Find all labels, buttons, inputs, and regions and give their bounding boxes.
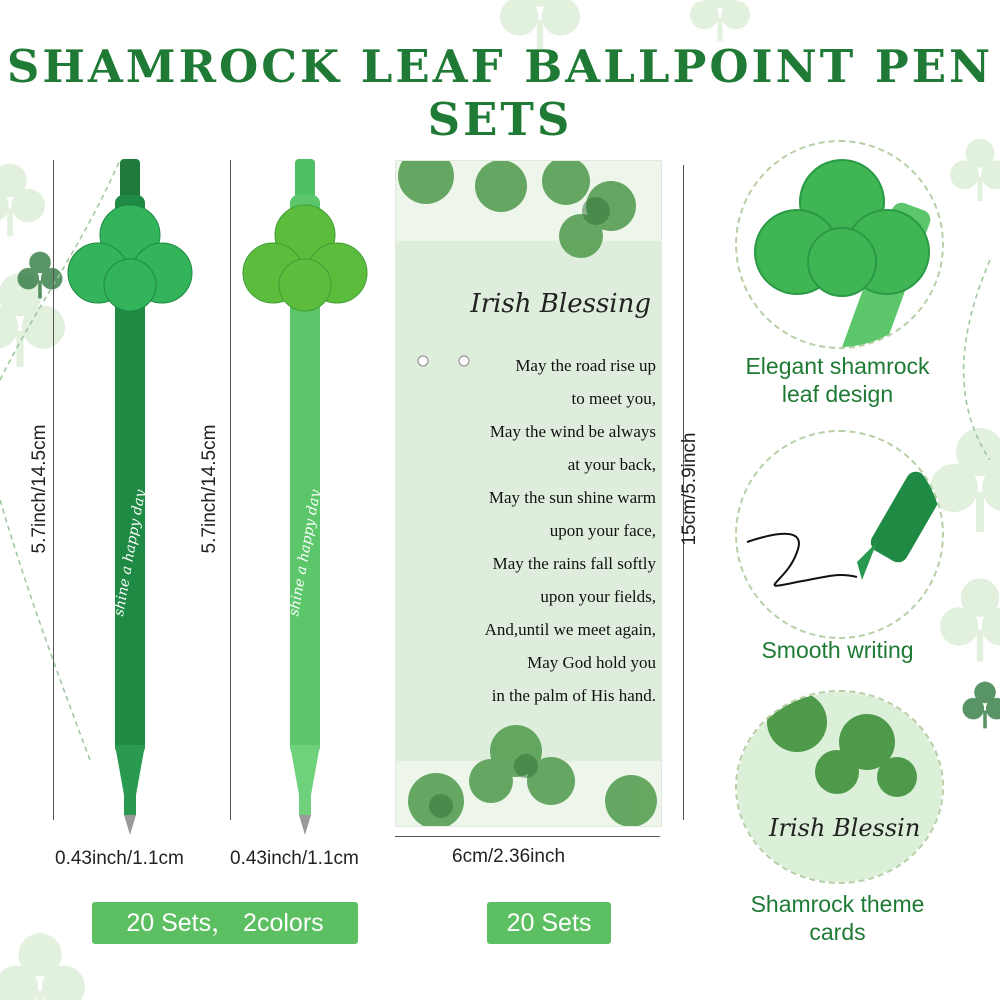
card-badge: 20 Sets <box>487 902 611 944</box>
card-width-label: 6cm/2.36inch <box>452 846 566 867</box>
poem-line: at your back, <box>567 455 656 474</box>
feature-circle-shamrock <box>735 140 944 349</box>
poem-line: May the sun shine warm <box>488 488 656 507</box>
card-width-line <box>395 836 660 837</box>
feature-circle-writing <box>735 430 944 639</box>
card-closeup-icon <box>737 692 942 882</box>
pen2-height-line <box>230 160 231 820</box>
pen1-width-label: 0.43inch/1.1cm <box>55 848 184 869</box>
poem-line: May the road rise up <box>515 356 656 375</box>
pen-dark-green <box>60 155 200 845</box>
poem-line: in the palm of His hand. <box>491 686 656 705</box>
page-title: SHAMROCK LEAF BALLPOINT PEN SETS <box>6 40 994 146</box>
feature-label-writing: Smooth writing <box>761 637 914 663</box>
pen-light-green-illustration <box>235 155 375 845</box>
feature-label-design: Elegant shamrock leaf design <box>745 353 930 407</box>
feature-circle-card <box>735 690 944 884</box>
poem-line: upon your fields, <box>540 587 656 606</box>
card-closeup-title: Irish Blessin <box>769 814 921 842</box>
poem-line: And,until we meet again, <box>484 620 656 639</box>
poem-line: May the wind be always <box>489 422 656 441</box>
poem-line: upon your face, <box>549 521 656 540</box>
pen1-height-label: 5.7inch/14.5cm <box>29 424 50 554</box>
shamrock-closeup-icon <box>737 142 942 347</box>
card-title: Irish Blessing <box>470 289 651 319</box>
pen-writing-icon <box>737 432 942 637</box>
poem-line: to meet you, <box>571 389 656 408</box>
pen-dark-green-illustration <box>60 155 200 845</box>
poem-line: May the rains fall softly <box>492 554 656 573</box>
poem-line: May God hold you <box>527 653 656 672</box>
pen2-height-label: 5.7inch/14.5cm <box>199 424 220 554</box>
pen1-height-line <box>53 160 54 820</box>
card-poem <box>406 349 656 712</box>
pen-light-green-engraving: shine a happy day <box>285 488 325 618</box>
pen-dark-green-engraving: shine a happy day <box>110 488 150 618</box>
pen-light-green <box>235 155 375 845</box>
feature-label-cards: Shamrock theme cards <box>750 891 925 945</box>
card-height-label: 15cm/5.9inch <box>679 432 700 546</box>
pens-badge: 20 Sets， 2colors <box>92 902 358 944</box>
pen2-width-label: 0.43inch/1.1cm <box>230 848 359 869</box>
irish-blessing-card <box>395 160 662 827</box>
